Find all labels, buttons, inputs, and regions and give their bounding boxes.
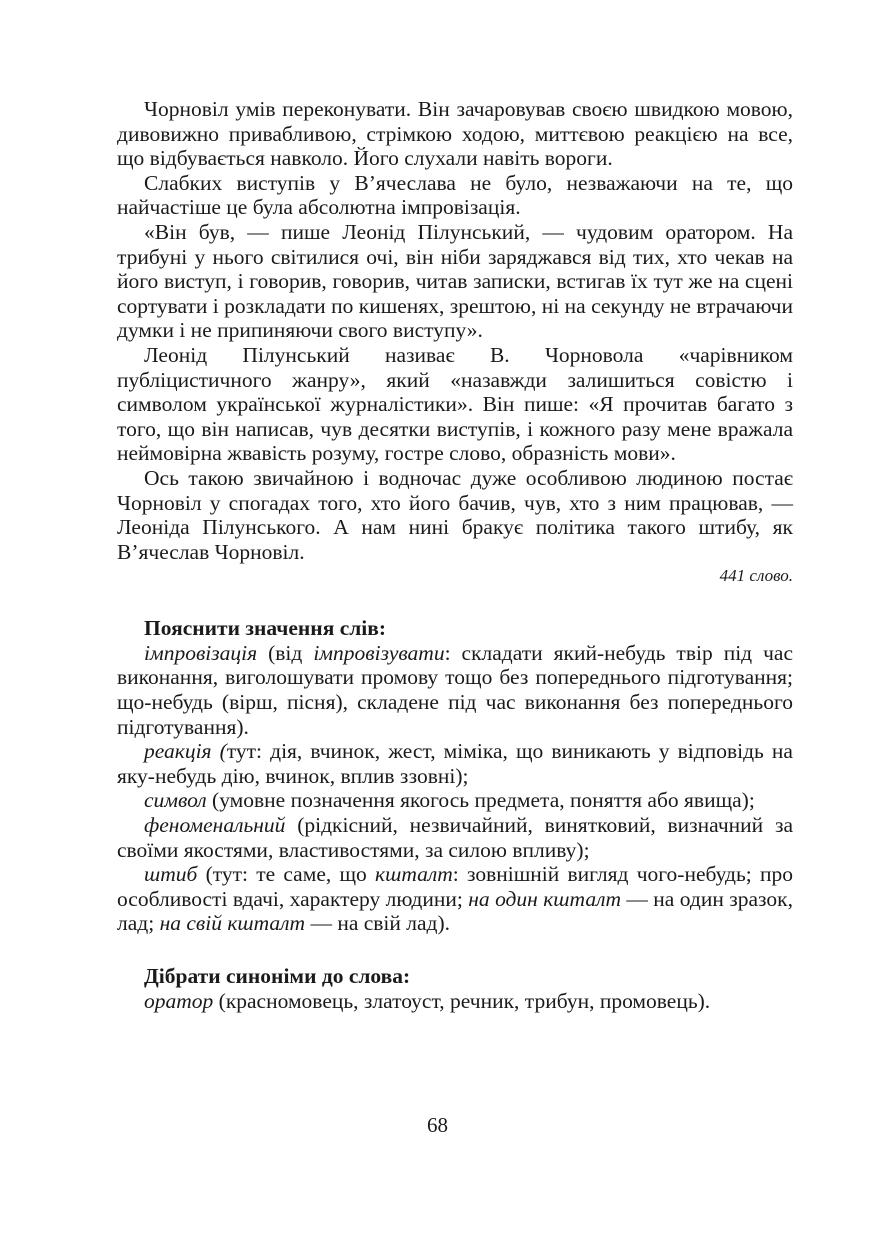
vocab-entry — [117, 862, 793, 936]
vocab-entry — [117, 739, 793, 788]
synonyms-entry — [117, 989, 793, 1014]
vocab-term: реакція ( — [144, 739, 227, 764]
synonyms-title: Дібрати синоніми до слова: — [144, 964, 411, 988]
vocabulary-title: Пояснити значення слів: — [144, 616, 387, 641]
vocab-entry — [117, 788, 793, 813]
vocab-term: символ — [144, 788, 207, 813]
vocab-term: штиб — [144, 862, 198, 887]
vocab-phrase: на свій кшталт — [159, 911, 306, 936]
text-block — [117, 97, 793, 1013]
vocabulary-section — [117, 616, 793, 936]
synonym-term: оратор — [144, 988, 214, 1013]
vocab-term-ref: кшталт — [375, 862, 453, 887]
vocab-text: : зовнішній вигляд чого-небудь; про особливості вдачі, характеру людини; — [117, 862, 793, 911]
vocab-entry — [117, 813, 793, 862]
vocab-text: — на свій лад). — [305, 911, 451, 936]
paragraph: Леонід Пілунський називає В. Чорновола «чарівником публіцистичного жанру», який «назавжди залишиться совістю і символом української журналістики». Він пише: «Я прочитав багато з того, що він написав, чув десятки виступів, і кожного разу мене вражала неймовірна жвавість розуму, гостре слово, образність мови». — [117, 342, 793, 466]
vocab-text: (умовне позначення якогось предмета, поняття або явища); — [206, 788, 755, 813]
vocab-term: імпровізація — [144, 640, 258, 665]
word-count: 441 слово. — [719, 566, 793, 586]
vocab-term-ref: імпровізувати — [313, 640, 445, 665]
vocab-entry — [117, 641, 793, 739]
synonyms-section — [117, 964, 793, 1013]
paragraph: Чорновіл умів переконувати. Він зачаровував своєю швидкою мовою, дивовижно привабливою, стрімкою ходою, миттєвою реакцією на все, що відбувається навколо. Його слухали навіть вороги. — [117, 97, 793, 171]
vocab-term: феноменальний — [144, 813, 286, 838]
paragraph: Ось такою звичайною і водночас дуже особливою людиною постає Чорновіл у спогадах того, хто його бачив, чув, хто з ним працював, — Леоніда Пілунського. А нам нині бракує політика такого штибу, як В’ячеслав Чорновіл. — [117, 465, 793, 564]
paragraph: Слабких виступів у В’ячеслава не було, незважаючи на те, що найчастіше це була абсолютна імпровізація. — [117, 170, 793, 220]
vocab-text: (тут: те саме, що — [197, 862, 376, 887]
vocab-text: тут: дія, вчинок, жест, міміка, що виникають у відповідь на яку-небудь дію, вчинок, вплив ззовні); — [117, 739, 793, 788]
vocab-text: — на один зразок, лад; — [117, 886, 793, 936]
vocab-text: : складати який-небудь твір під час виконання, виголошувати промову тощо без попереднього підготування; що-небудь (вірш, пісня), складене під час виконання без попереднього підготування). — [117, 640, 793, 739]
paragraph: «Він був, — пише Леонід Пілунський, — чудовим оратором. На трибуні у нього світилися очі, він ніби заряджався від тих, хто чекав на його виступ, і говорив, говорив, читав записки, встигав їх тут же на сцені сортувати і розкладати по кишенях, зрештою, ні на секунду не втрачаючи думки і не припиняючи свого виступу». — [117, 219, 793, 343]
vocab-phrase: на один кшталт — [468, 886, 621, 911]
vocab-text: (рідкісний, незвичайний, винятковий, визначний за своїми якостями, властивостями, за силою впливу); — [117, 813, 793, 862]
page-number: 68 — [427, 1113, 448, 1137]
vocab-text: (від — [257, 640, 314, 665]
synonym-text: (красномовець, златоуст, речник, трибун, промовець). — [213, 988, 711, 1013]
